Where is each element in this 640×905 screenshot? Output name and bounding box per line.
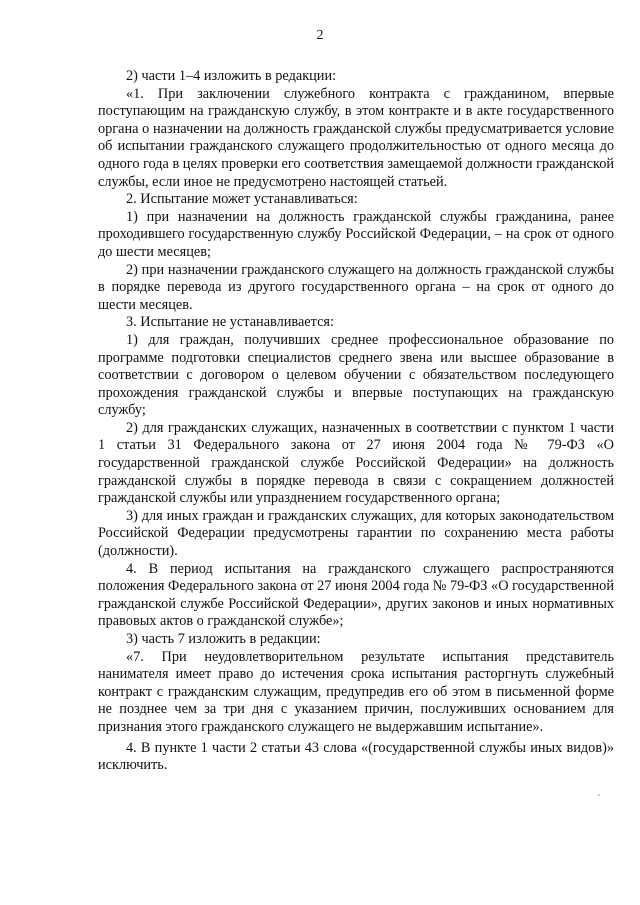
paragraph-part-7: «7. При неудовлетворительном результате испытания представитель нанимателя имеет право до истечения срока испытания расторгнуть служебный контракт с гражданским служащим, предупредив его об этом в письменной форме не позднее чем за три дня с указанием причин, послуживших основанием для признания этого гражданского служащего не выдержавшим испытание». — [98, 648, 614, 735]
paragraph-part-3: 3. Испытание не устанавливается: — [126, 314, 334, 331]
paragraph-part-3-item-3: 3) для иных граждан и гражданских служащих, для которых законодательством Российской Федерации предусмотрены гарантии по сохранению места работы (должности). — [98, 507, 614, 560]
paragraph-part-1: «1. При заключении служебного контракта с гражданином, впервые поступающим на гражданскую службу, в этом контракте и в акте государственного органа о назначении на должность гражданской службы предусматривается условие об испытании гражданского служащего продолжительностью от одного месяца до одного года в целях проверки его соответствия замещаемой должности гражданской службы, если иное не предусмотрено настоящей статьей. — [98, 85, 614, 190]
document-body — [98, 68, 614, 775]
paragraph-part-2-item-2: 2) при назначении гражданского служащего на должность гражданской службы в порядке перевода из другого государственного органа – на срок от одного до шести месяцев. — [98, 261, 614, 313]
paragraph-part-3-item-1: 1) для граждан, получивших среднее профессиональное образование по программе подготовки специалистов среднего звена или высшее образование в соответствии с договором о целевом обучении с обязательством последующего прохождения гражданской службы и впервые поступающих на гражданскую службу; — [98, 331, 614, 419]
paragraph-part-4: 4. В период испытания на гражданского служащего распространяются положения Федерального закона от 27 июня 2004 года № 79-ФЗ «О государственной гражданской службе Российской Федерации», других законов и иных нормативных правовых актов о гражданской службе»; — [98, 560, 614, 630]
paragraph-part-2-item-1: 1) при назначении на должность гражданской службы гражданина, ранее проходившего государственную службу Российской Федерации, – на срок от одного до шести месяцев; — [98, 208, 614, 260]
paragraph-amendment-parts-1-4: 2) части 1–4 изложить в редакции: — [126, 68, 337, 84]
paragraph-part-3-item-2: 2) для гражданских служащих, назначенных в соответствии с пунктом 1 части 1 статьи 31 Федерального закона от 27 июня 2004 года № 79-ФЗ «О государственной гражданской службе Российской Федерации» на должность гражданской службы в порядке перевода в связи с сокращением должностей гражданской службы или упразднением государственного органа; — [98, 419, 614, 507]
paragraph-amendment-part-7: 3) часть 7 изложить в редакции: — [126, 631, 321, 647]
page-number: 2 — [316, 28, 324, 43]
paragraph-part-2: 2. Испытание может устанавливаться: — [126, 191, 358, 208]
paragraph-article-43-amendment: 4. В пункте 1 части 2 статьи 43 слова «(государственной службы иных видов)» исключить. — [98, 739, 614, 774]
scan-speck — [598, 794, 600, 796]
